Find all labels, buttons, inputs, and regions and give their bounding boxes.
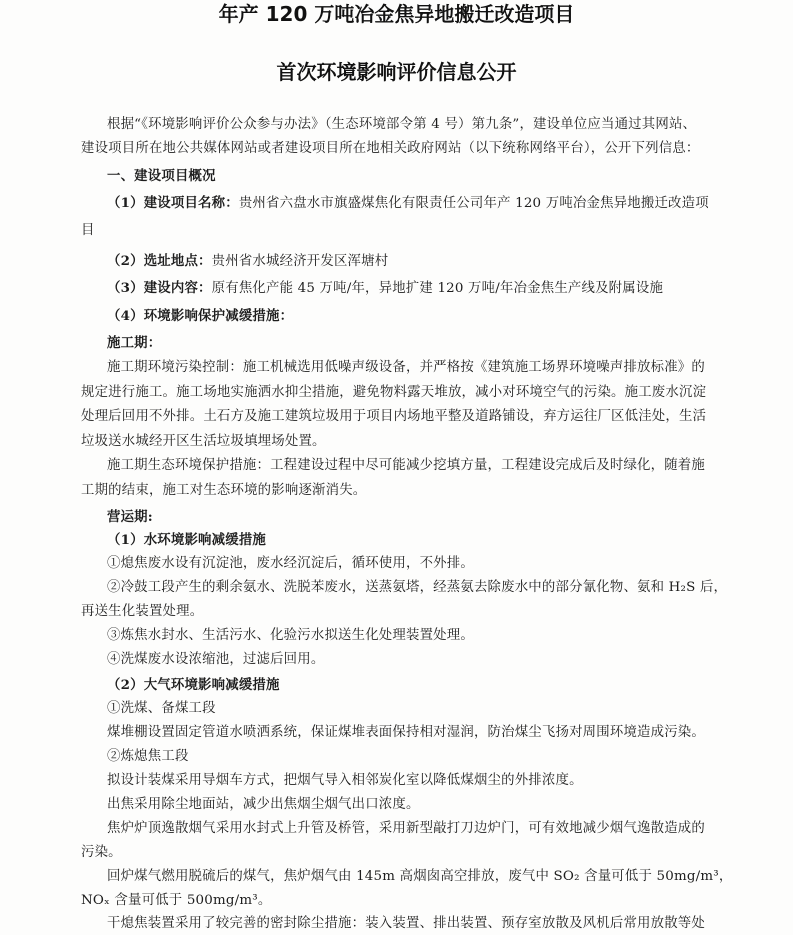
- paragraph-line: 煤堆棚设置固定管道水喷洒系统，保证煤堆表面保持相对湿润，防治煤尘飞扬对周围环境造成污染。: [107, 725, 705, 740]
- paragraph-line: 处理后回用不外排。土石方及施工建筑垃圾用于项目内场地平整及道路铺设，弃方运往厂区低洼处，生活: [81, 409, 707, 424]
- paragraph-line: 出焦采用除尘地面站，减少出焦烟尘烟气出口浓度。: [107, 797, 420, 812]
- intro-line: 根据“《环境影响评价公众参与办法》（生态环境部令第 4 号）第九条”，建设单位应当通过其网站、: [107, 117, 697, 132]
- paragraph-line: 施工期生态环境保护措施：工程建设过程中尽可能减少挖填方量，工程建设完成后及时绿化，随着施: [107, 458, 705, 473]
- subsection-heading: （1）水环境影响减缓措施: [107, 532, 267, 548]
- item-value: 贵州省水城经济开发区浑塘村: [211, 254, 389, 269]
- content-item: [107, 279, 663, 298]
- paragraph-line: 规定进行施工。施工场地实施洒水抑尘措施，避免物料露天堆放，减小对环境空气的污染。施工废水沉淀: [81, 385, 707, 400]
- item-label: （1）建设项目名称：: [107, 195, 239, 211]
- item-value: 贵州省六盘水市旗盛煤焦化有限责任公司年产 120 万吨冶金焦异地搬迁改造项: [238, 196, 709, 211]
- paragraph-line: 工期的结束，施工对生态环境的影响逐渐消失。: [81, 483, 367, 498]
- paragraph-line: ②炼熄焦工段: [107, 749, 189, 764]
- item-label: （3）建设内容：: [107, 280, 212, 296]
- subsection-heading: （2）大气环境影响减缓措施: [107, 677, 280, 693]
- paragraph-line: ③炼焦水封水、生活污水、化验污水拟送生化处理装置处理。: [107, 628, 474, 643]
- paragraph-line: 污染。: [81, 845, 122, 860]
- paragraph-line: 干熄焦装置采用了较完善的密封除尘措施：装入装置、排出装置、预存室放散及风机后常用放散等处: [107, 916, 705, 931]
- construction-heading: 施工期：: [107, 335, 162, 351]
- paragraph-line: 回炉煤气燃用脱硫后的煤气，焦炉烟气由 145m 高烟囱高空排放，废气中 SO₂ 含量可低于 50mg/m³，: [107, 869, 733, 884]
- section-heading: 一、建设项目概况: [107, 168, 216, 184]
- paragraph-line: 再送生化装置处理。: [81, 604, 204, 619]
- paragraph-line: 焦炉炉顶逸散烟气采用水封式上升管及桥管，采用新型敲打刀边炉门，可有效地减少烟气逸散造成的: [107, 821, 705, 836]
- paragraph-line: ①熄焦废水设有沉淀池，废水经沉淀后，循环使用，不外排。: [107, 556, 474, 571]
- item-label: （2）选址地点：: [107, 253, 212, 269]
- project-name-item: [107, 194, 709, 213]
- paragraph-line: ①洗煤、备煤工段: [107, 701, 216, 716]
- operation-heading: 营运期:: [107, 509, 153, 525]
- paragraph-line: 垃圾送水城经开区生活垃圾填埋场处置。: [81, 434, 326, 449]
- paragraph-line: 施工期环境污染控制：施工机械选用低噪声级设备，并严格按《建筑施工场界环境噪声排放标准》的: [107, 360, 705, 375]
- measures-heading: （4）环境影响保护减缓措施：: [107, 308, 294, 324]
- intro-line: 建设项目所在地公共媒体网站或者建设项目所在地相关政府网站（以下统称网络平台），公开下列信息：: [81, 141, 700, 156]
- paragraph-line: NOₓ 含量可低于 500mg/m³。: [81, 893, 272, 908]
- paragraph-line: ②冷鼓工段产生的剩余氨水、洗脱苯废水，送蒸氨塔，经蒸氨去除废水中的部分氰化物、氨和 H₂S 后，: [107, 580, 728, 595]
- item-continuation: 目: [81, 223, 95, 238]
- paragraph-line: ④洗煤废水设浓缩池，过滤后回用。: [107, 652, 325, 667]
- document-subtitle: 首次环境影响评价信息公开: [276, 60, 517, 84]
- document-title: 年产 120 万吨冶金焦异地搬迁改造项目: [218, 2, 575, 26]
- item-value: 原有焦化产能 45 万吨/年，异地扩建 120 万吨/年冶金焦生产线及附属设施: [211, 281, 664, 296]
- paragraph-line: 拟设计装煤采用导烟车方式，把烟气导入相邻炭化室以降低煤烟尘的外排浓度。: [107, 773, 583, 788]
- location-item: [107, 252, 388, 271]
